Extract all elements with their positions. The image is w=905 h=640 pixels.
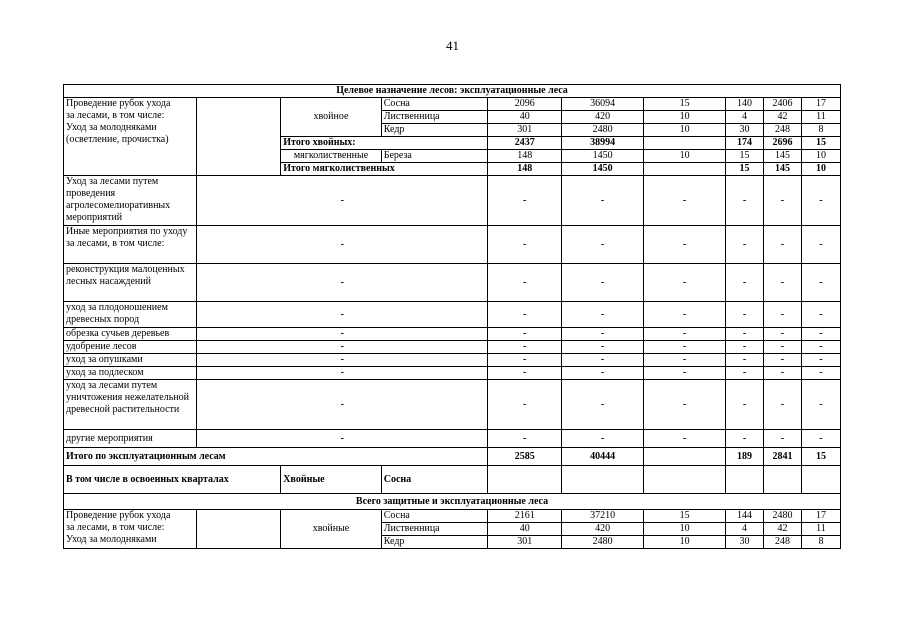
section-header-all [64, 494, 841, 510]
table-row: Кедр 301 2480 10 30 248 8 [64, 124, 841, 137]
species-group: хвойное [281, 111, 381, 124]
activity-row: уход за плодоношением древесных пород - - - - - - - [64, 302, 841, 328]
section-title: Всего защитные и эксплуатационные леса [64, 494, 841, 510]
activity-label: реконструкция малоценных лесных насаждений [64, 264, 197, 302]
activity-row: Иные мероприятия по уходу за лесами, в том числе: - - - - - - - [64, 226, 841, 264]
species-group: хвойные [281, 523, 381, 536]
activity-label: уход за лесами путем уничтожения нежелательной древесной растительности [64, 380, 197, 430]
activity-label: обрезка сучьев деревьев [64, 328, 197, 341]
activity-row: уход за подлеском - - - - - - - [64, 367, 841, 380]
section-title: Целевое назначение лесов: эксплуатационные леса [64, 85, 841, 98]
mastered-label: В том числе в освоенных кварталах [64, 466, 281, 494]
activity-row: обрезка сучьев деревьев - - - - - - - [64, 328, 841, 341]
activity-row: уход за лесами путем уничтожения нежелательной древесной растительности - - - - - - - [64, 380, 841, 430]
total-label: Итого по эксплуатационным лесам [64, 448, 488, 466]
activity-label: уход за плодоношением древесных пород [64, 302, 197, 328]
table-row: хвойное Лиственница 40 420 10 4 42 11 [64, 111, 841, 124]
species-name: Сосна [381, 510, 488, 523]
total-label: Итого мягколиственных [281, 163, 488, 176]
activity-label: уход за подлеском [64, 367, 197, 380]
activity-row: другие мероприятия - - - - - - - [64, 430, 841, 448]
species-group: Хвойные [281, 466, 381, 494]
mastered-quarters-row [64, 466, 841, 494]
activity-row: реконструкция малоценных лесных насаждений - - - - - - - [64, 264, 841, 302]
total-row-exploitation: Итого по эксплуатационным лесам 2585 40444 189 2841 15 [64, 448, 841, 466]
species-name: Лиственница [381, 523, 488, 536]
activity-label: другие мероприятия [64, 430, 197, 448]
forest-care-table [63, 84, 841, 549]
species-name: Лиственница [381, 111, 488, 124]
total-row-conifer: Итого хвойных: 2437 38994 174 2696 15 [64, 137, 841, 150]
table-row: мягколиственные Береза 148 1450 10 15 145 10 [64, 150, 841, 163]
activity-label: уход за опушками [64, 354, 197, 367]
activity-label: удобрение лесов [64, 341, 197, 354]
species-name: Сосна [381, 466, 488, 494]
total-label: Итого хвойных: [281, 137, 488, 150]
activity-row: удобрение лесов - - - - - - - [64, 341, 841, 354]
table-row: Проведение рубок ухода за лесами, в том числе: Уход за молодняками Сосна 2161 37210 15 144 2480 17 [64, 510, 841, 523]
species-name: Сосна [381, 98, 488, 111]
species-name: Кедр [381, 124, 488, 137]
species-name: Береза [381, 150, 488, 163]
page-number: 41 [446, 38, 459, 53]
table-row: Кедр 301 2480 10 30 248 8 [64, 536, 841, 549]
activity-row: уход за опушками - - - - - - - [64, 354, 841, 367]
activity-label: Уход за лесами путем проведения агролесомелиоративных мероприятий [64, 176, 197, 226]
species-name: Кедр [381, 536, 488, 549]
activity-label: Проведение рубок ухода за лесами, в том числе: Уход за молодняками [64, 510, 197, 549]
activity-label: Иные мероприятия по уходу за лесами, в том числе: [64, 226, 197, 264]
activity-label: Проведение рубок ухода за лесами, в том числе: Уход за молодняками (осветление, прочистка) [64, 98, 197, 150]
section-header-exploitation [64, 85, 841, 98]
activity-row: Уход за лесами путем проведения агролесомелиоративных мероприятий - - - - - - - [64, 176, 841, 226]
table-row: Проведение рубок ухода за лесами, в том числе: Уход за молодняками (осветление, прочистка) Сосна 2096 36094 15 140 2406 17 [64, 98, 841, 111]
species-group: мягколиственные [281, 150, 381, 163]
table-row: хвойные Лиственница 40 420 10 4 42 11 [64, 523, 841, 536]
total-row-softwood: Итого мягколиственных 148 1450 15 145 10 [64, 163, 841, 176]
